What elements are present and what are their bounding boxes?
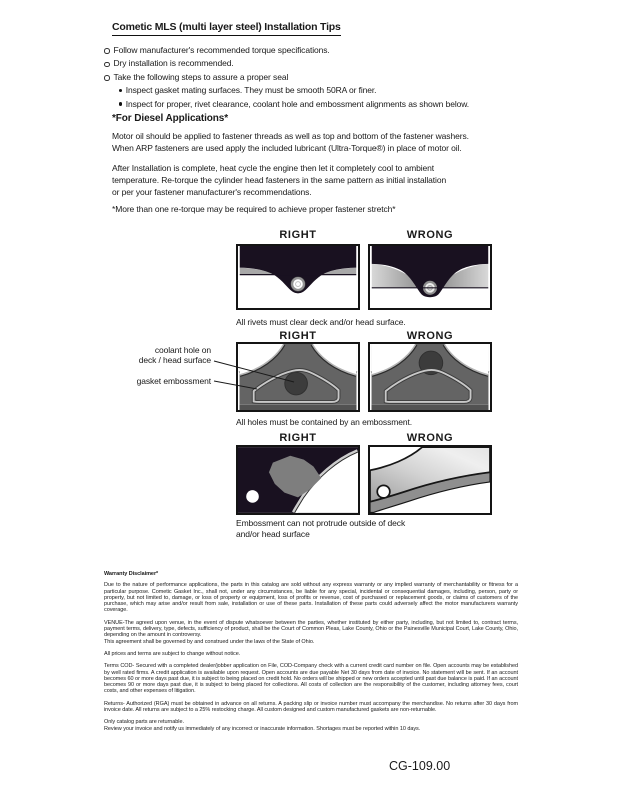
open-bullet-icon — [104, 62, 110, 68]
gasket-embossment-label — [61, 376, 211, 386]
rivet-wrong-art — [370, 246, 490, 308]
pair1-caption: All rivets must clear deck and/or head surface. — [236, 317, 406, 327]
page-title: Cometic MLS (multi layer steel) Installation Tips — [112, 21, 341, 36]
coolant-right-art — [238, 344, 358, 410]
governing-law-line: This agreement shall be governed by and construed under the laws of the State of Ohio. — [104, 638, 315, 645]
review-invoice-line: Review your invoice and notify us immediately of any incorrect or inaccurate information. Shortages must be reported within 10 days. — [104, 725, 421, 732]
embossment-right-diagram — [236, 445, 360, 515]
text-line: and/or head surface — [236, 528, 310, 539]
list-item — [119, 98, 469, 111]
returns-paragraph: Returns- Authorized (RGA) must be obtained in advance on all returns. A packing slip or invoice number must accompany the merchandise. No returns after 30 days from invoice date. All returns are subject to a 25% restocking charge. All custom designed and custom manufactured gaskets are non-returnable. — [104, 700, 518, 714]
list-item — [104, 57, 469, 70]
embossment-right-art — [238, 447, 358, 513]
text-line: deck / head surface — [138, 355, 211, 365]
text-line: or per your fastener manufacturer's recommendations. — [112, 186, 312, 197]
list-item — [104, 71, 469, 84]
prices-terms-line: All prices and terms are subject to change without notice. — [104, 650, 241, 657]
disclaimer-heading: Warranty Disclaimer* — [104, 571, 159, 577]
text-line: temperature. Re-torque the cylinder head fasteners in the same pattern as initial installation — [112, 174, 447, 185]
coolant-hole-label — [61, 345, 211, 365]
text-line: Motor oil should be applied to fastener threads as well as top and bottom of the fastener washers. — [112, 131, 469, 141]
diesel-paragraph-2 — [112, 163, 446, 198]
installation-tips-list — [104, 44, 469, 111]
text-line: When ARP fasteners are used apply the included lubricant (Ultra-Torque®) in place of motor oil. — [112, 142, 462, 153]
filled-bullet-icon — [119, 89, 122, 92]
pair3-wrong-label: WRONG — [406, 432, 454, 444]
text-line: *More than one re-torque may be required to achieve proper fastener stretch* — [112, 204, 396, 214]
pair2-caption: All holes must be contained by an embossment. — [236, 417, 412, 427]
list-item-text: Take the following steps to assure a proper seal — [113, 71, 289, 82]
rivet-wrong-diagram — [368, 244, 492, 310]
terms-cod-paragraph: Terms COD- Secured with a completed dealer/jobber application on File, COD-Company check with a current credit card number on file. Open accounts may be established by well rated firms. A credit application is available upon request. Open accounts are due payable Net 30 days from date of invoice. No statement will be sent. If an account becomes 60 or more days past due, it is subject to being placed on credit hold. No orders will be shipped or new orders accepted until past due balance is paid. If an account becomes 90 or more days past due, it is subject to being placed for collections. All costs of collection are the responsibility of the customer, including attorney fees, court costs, and other expenses of litigation. — [104, 663, 518, 695]
list-item-text: Follow manufacturer's recommended torque specifications. — [113, 45, 330, 55]
list-item — [119, 84, 469, 97]
filled-bullet-icon — [119, 102, 122, 105]
pair1-right-label: RIGHT — [279, 229, 317, 241]
list-item-text: Inspect for proper, rivet clearance, coolant hole and embossment alignments as shown below. — [125, 98, 470, 109]
diesel-heading: *For Diesel Applications* — [112, 113, 229, 124]
rivet-right-diagram — [236, 244, 360, 310]
list-item — [104, 44, 469, 57]
coolant-hole-right-diagram — [236, 342, 360, 412]
coolant-wrong-art — [370, 344, 490, 410]
pair3-caption — [236, 518, 405, 539]
rivet-right-art — [238, 246, 358, 308]
text-line: coolant hole on — [154, 345, 211, 355]
page-number: CG-109.00 — [389, 759, 451, 773]
open-bullet-icon — [104, 75, 110, 81]
text-line: gasket embossment — [136, 376, 211, 386]
pair1-wrong-label: WRONG — [406, 229, 454, 241]
retorque-note — [112, 204, 395, 216]
venue-paragraph: VENUE-The agreed upon venue, in the event of dispute whatsoever between the parties, whether instituted by either party, including, but not limited to, contract terms, payment terms, delivery, type, defects, sufficiency of product, shall be the Court of Common Pleas, Lake County, Ohio or the Painesville Municipal Court, Lake County, Ohio, depending on the amount in controversy. — [104, 619, 518, 639]
open-bullet-icon — [104, 48, 110, 54]
catalog-parts-line: Only catalog parts are returnable. — [104, 719, 184, 726]
disclaimer-paragraph: Due to the nature of performance applications, the parts in this catalog are sold without any express warranty or any implied warranty of merchantability or fitness for a particular purpose. Cometic Gasket Inc., shall not, under any circumstances, be liable for any special, incidental or consequential damages, including, person, party or property, but not limited to, damage, or loss of property or equipment, loss of profits or revenue, cost of purchased or replacement goods, or claims of customers of the purchase, which may arise and/or result from sale, installation or use of these parts. Installation of these parts could adversely affect the motor manufacturers warranty coverage. — [104, 582, 518, 614]
pair2-wrong-label: WRONG — [406, 330, 454, 342]
warranty-disclaimer — [104, 571, 518, 738]
diesel-paragraph-1 — [112, 131, 469, 155]
list-item-text: Dry installation is recommended. — [113, 58, 234, 69]
text-line: After Installation is complete, heat cycle the engine then let it completely cool to ambient — [112, 163, 435, 173]
text-line: Embossment can not protrude outside of deck — [236, 518, 406, 528]
list-item-text: Inspect gasket mating surfaces. They must be smooth 50RA or finer. — [125, 85, 377, 96]
pair3-right-label: RIGHT — [279, 432, 317, 444]
embossment-wrong-art — [370, 447, 490, 513]
coolant-hole-wrong-diagram — [368, 342, 492, 412]
pair2-right-label: RIGHT — [279, 330, 317, 342]
embossment-wrong-diagram — [368, 445, 492, 515]
